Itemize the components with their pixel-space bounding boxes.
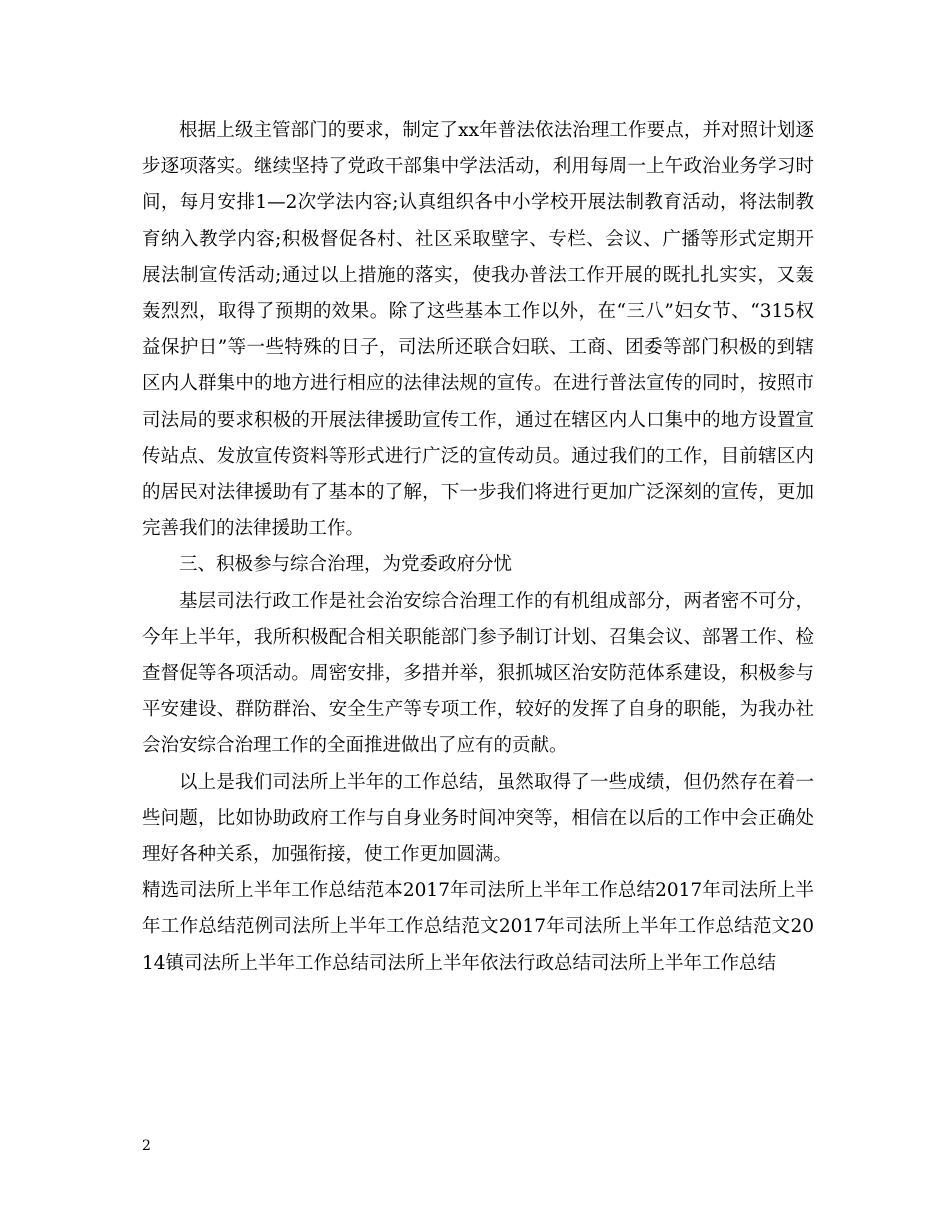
page-number: 2: [142, 1138, 151, 1154]
related-summaries-text: 精选司法所上半年工作总结范本2017年司法所上半年工作总结2017年司法所上半年工作总结范例司法所上半年工作总结范文2017年司法所上半年工作总结范文2014镇司法所上半年工作总结司法所上半年依法行政总结司法所上半年工作总结: [142, 880, 814, 974]
body-paragraph-governance-work: 基层司法行政工作是社会治安综合治理工作的有机组成部分，两者密不可分，今年上半年，我所积极配合相关职能部门参予制订计划、召集会议、部署工作、检查督促等各项活动。周密安排，多措并举，狠抓城区治安防范体系建设，积极参与平安建设、群防群治、安全生产等专项工作，较好的发挥了自身的职能，为我办社会治安综合治理工作的全面推进做出了应有的贡献。: [142, 590, 814, 757]
body-paragraph-summary: 以上是我们司法所上半年的工作总结，虽然取得了一些成绩，但仍然存在着一些问题，比如协助政府工作与自身业务时间冲突等，相信在以后的工作中会正确处理好各种关系，加强衔接，使工作更加圆满。: [142, 771, 814, 866]
body-paragraph-legal-publicity: 根据上级主管部门的要求，制定了xx年普法依法治理工作要点，并对照计划逐步逐项落实。继续坚持了党政干部集中学法活动，利用每周一上午政治业务学习时间，每月安排1—2次学法内容;认真组织各中小学校开展法制教育活动，将法制教育纳入教学内容;积极督促各村、社区采取壁字、专栏、会议、广播等形式定期开展法制宣传活动;通过以上措施的落实，使我办普法工作开展的既扎扎实实，又轰轰烈烈，取得了预期的效果。除了这些基本工作以外，在“三八”妇女节、“315权益保护日”等一些特殊的日子，司法所还联合妇联、工商、团委等部门积极的到辖区内人群集中的地方进行相应的法律法规的宣传。在进行普法宣传的同时，按照市司法局的要求积极的开展法律援助宣传工作，通过在辖区内人口集中的地方设置宣传站点、发放宣传资料等形式进行广泛的宣传动员。通过我们的工作，目前辖区内的居民对法律援助有了基本的了解，下一步我们将进行更加广泛深刻的宣传，更加完善我们的法律援助工作。: [142, 120, 814, 540]
document-body: [142, 113, 814, 982]
section-heading-comprehensive-governance: 三、积极参与综合治理，为党委政府分忧: [179, 554, 513, 576]
